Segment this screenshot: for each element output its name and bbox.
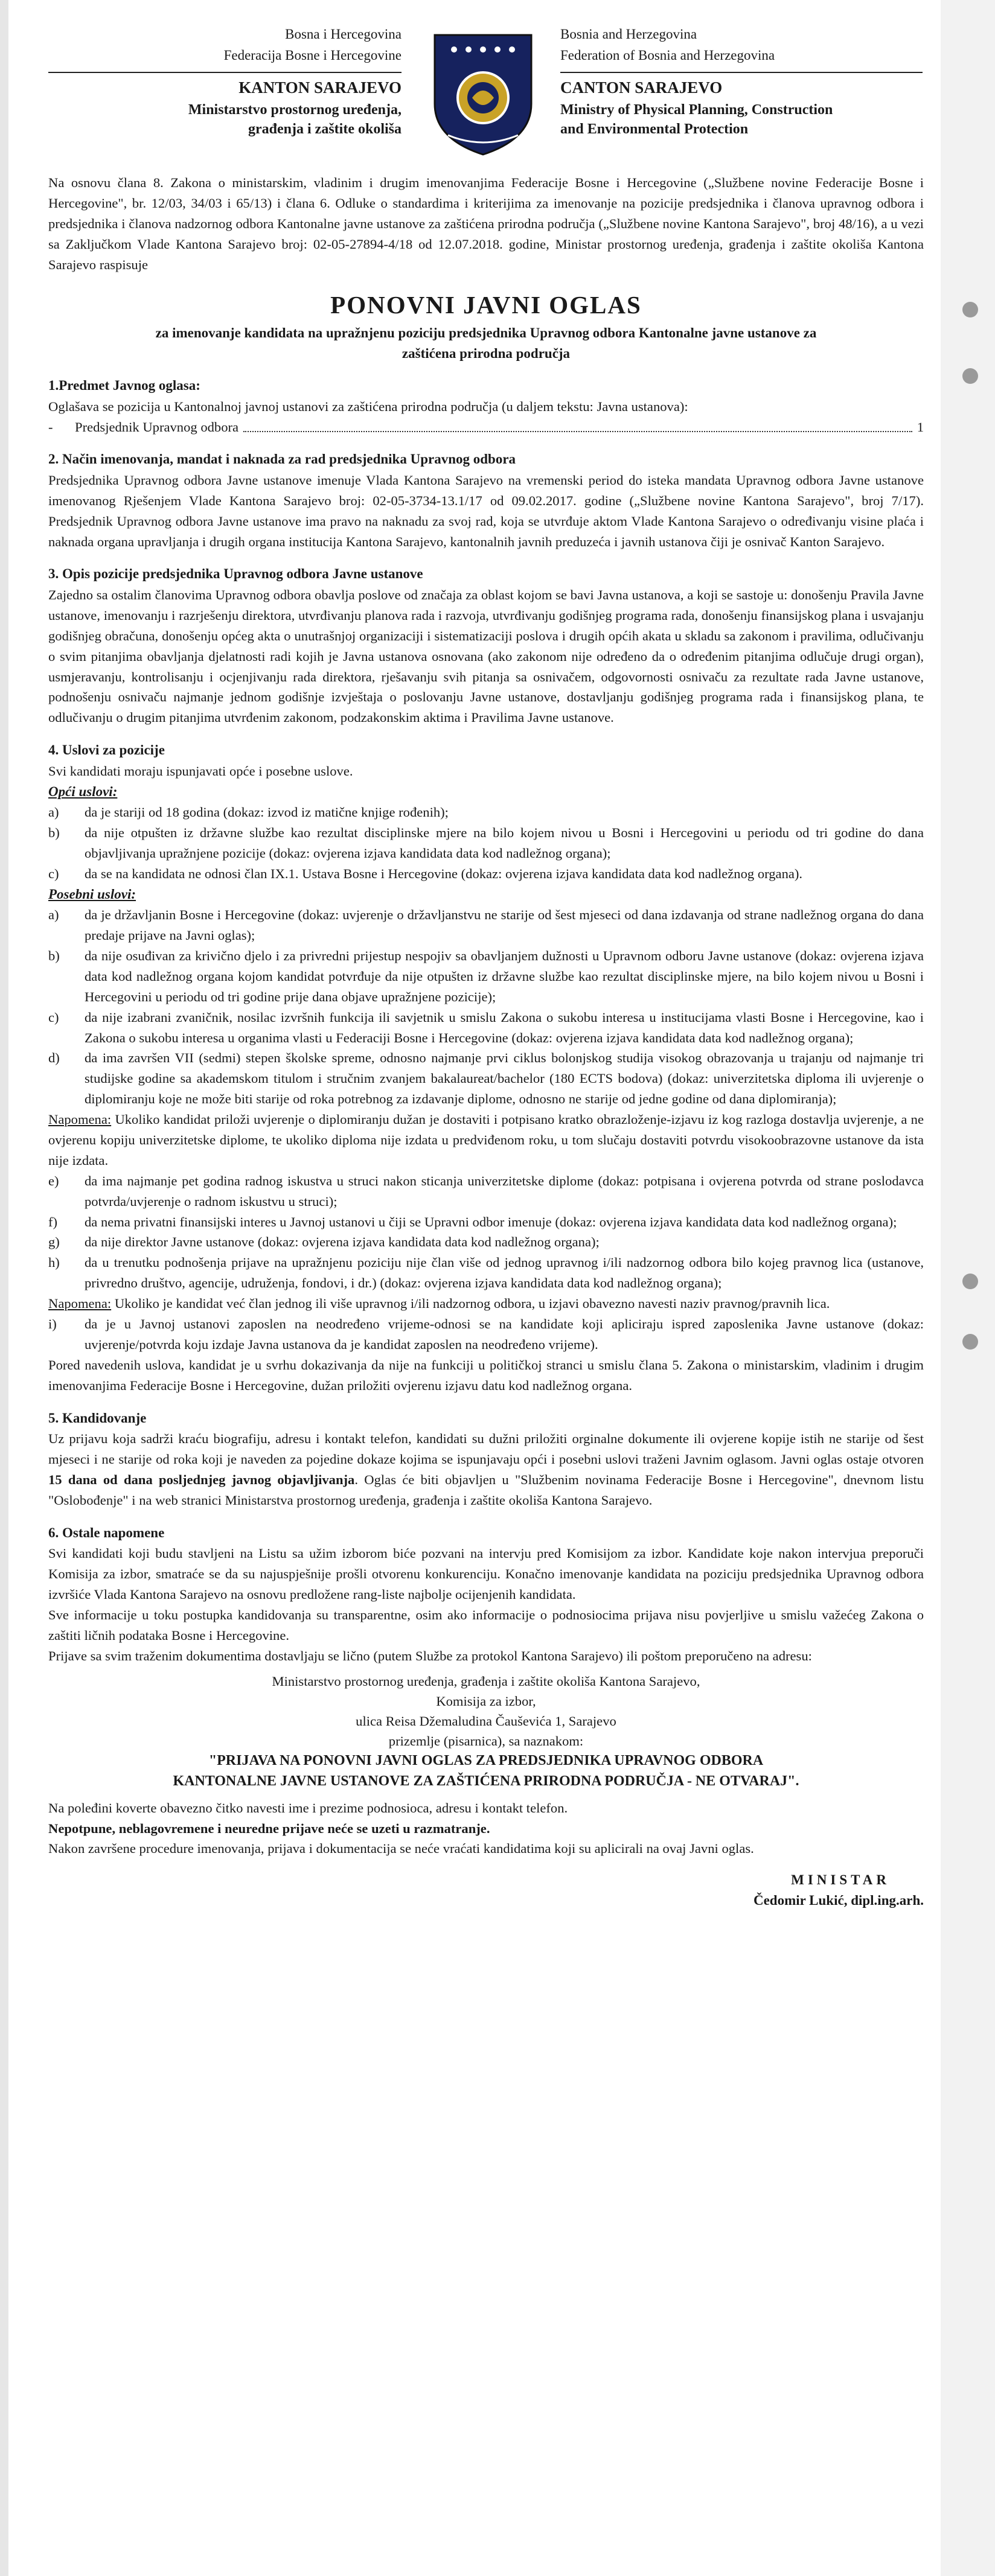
punch-hole-mark — [962, 1334, 978, 1350]
federation-name-en: Federation of Bosnia and Herzegovina — [560, 47, 775, 63]
list-dash: - — [48, 419, 53, 435]
signature-block — [48, 1870, 924, 1910]
notes-paragraph: Na poleđini koverte obavezno čitko navesti ime i prezime podnosioca, adresu i kontakt telefon. — [48, 1800, 568, 1816]
candidacy-text-cont: . Oglas će biti objavljen u "Službenim novinama Federacije Bosne i Hercegovine", dnevnom listu "Oslobođenje" i na web stranici Ministarstva prostornog uređenja, građenja i zaštite okoliša Kantona Sarajevo. — [48, 1471, 924, 1508]
notes-warning: Nepotpune, neblagovremene i neuredne prijave neće se uzeti u razmatranje. — [48, 1820, 490, 1836]
item-label: f) — [48, 1214, 58, 1229]
conditions-closing: Pored navedenih uslova, kandidat je u svrhu dokazivanja da nije na funkciji u političkoj stranci u smislu člana 5. Zakona o ministarskim, vladinim i drugim imenovanjima Federacije Bosne i Hercegovine, dužan priložiti ovjerenu izjavu datu kod nadležnog organa. — [48, 1357, 924, 1393]
item-label: b) — [48, 948, 60, 963]
ministry-name-en-cont: and Environmental Protection — [560, 121, 749, 137]
notes-paragraph: Nakon završene procedure imenovanja, prijava i dokumentacija se neće vraćati kandidatima koji su aplicirali na ovaj Javni oglas. — [48, 1841, 754, 1857]
item-text: da je u Javnoj ustanovi zaposlen na neodređeno vrijeme-odnosi se na kandidate koji apliciraju ispred zaposlenika Javne ustanove (dokaz: uvjerenje/potvrda koju izdaje Javna ustanova da je kandidat zaposlen na neodređeno vrijeme). — [85, 1316, 924, 1352]
notes-paragraph: Prijave sa svim traženim dokumentima dostavljaju se lično (putem Službe za protokol Kantona Sarajevo) ili poštom preporučeno na adresu: — [48, 1648, 812, 1663]
federation-name: Federacija Bosne i Hercegovine — [223, 47, 402, 63]
item-label: g) — [48, 1234, 60, 1250]
address-line: ulica Reisa Džemaludina Čauševića 1, Sarajevo — [356, 1713, 616, 1729]
item-label: d) — [48, 1050, 60, 1066]
condition-item — [48, 1212, 924, 1232]
ministry-name-cont: građenja i zaštite okoliša — [248, 121, 402, 137]
canton-name: KANTON SARAJEVO — [48, 72, 402, 100]
notes-paragraph: Svi kandidati koji budu stavljeni na Listu sa užim izborom biće pozvani na intervju pred Komisijom za izbor. Kandidate koje nakon intervjua preporuči Komisija za izbor, smatraće se da su najuspješnije prošli otvorenu konkurenciju. Konačno imenovanje kandidata na poziciju predsjednika Upravnog odbora izvršiće Vlada Kantona Sarajevo na osnovu predložene rang-liste najbolje ocijenjenih kandidata. — [48, 1546, 924, 1602]
item-label: c) — [48, 866, 59, 881]
note-paragraph — [48, 1293, 924, 1314]
address-line: Ministarstvo prostornog uređenja, građenja i zaštite okoliša Kantona Sarajevo, — [272, 1674, 700, 1689]
section-conditions — [48, 740, 924, 1395]
punch-hole-mark — [962, 368, 978, 384]
item-label: a) — [48, 805, 59, 820]
envelope-label-cont: KANTONALNE JAVNE USTANOVE ZA ZAŠTIĆENA PRIRODNA PODRUČJA - NE OTVARAJ". — [173, 1773, 799, 1790]
note-text: Ukoliko je kandidat već član jednog ili više upravnog i/ili nadzornog odbora, u izjavi obavezno navesti naziv pravnog/pravnih lica. — [114, 1296, 830, 1312]
condition-item — [48, 1007, 924, 1048]
condition-item — [48, 1171, 924, 1212]
item-label: h) — [48, 1255, 60, 1270]
item-label: c) — [48, 1009, 59, 1025]
condition-item — [48, 1314, 924, 1355]
canton-sarajevo-crest-icon — [430, 31, 536, 158]
section-heading: 3. Opis pozicije predsjednika Upravnog odbora Javne ustanove — [48, 566, 423, 582]
item-text: da je stariji od 18 godina (dokaz: izvod iz matične knjige rođenih); — [85, 805, 449, 820]
section-text — [48, 1429, 924, 1511]
section-heading: 5. Kandidovanje — [48, 1410, 147, 1426]
punch-hole-mark — [962, 1274, 978, 1289]
section-subject — [48, 375, 924, 437]
item-text: da u trenutku podnošenja prijave na upražnjenu poziciju nije član više od jednog upravnog i/ili nadzornog odbora bilo kojeg pravnog lica (ustanove, privredno društvo, agencije, udruženja, fondovi, i dr.) (dokaz: ovjerena izjava kandidata data kod nadležnog organa); — [85, 1255, 924, 1291]
item-label: i) — [48, 1316, 57, 1331]
section-text: Predsjednika Upravnog odbora Javne ustanove imenuje Vlada Kantona Sarajevo na vremenski period do isteka mandata Upravnog odbora Javne ustanove imenovanog Rješenjem Vlade Kantona Sarajevo broj: 02-05-3734-13.1/17 od 09.02.2017. godine („Službene novine Kantona Sarajevo", broj 7/17). Predsjednik Upravnog odbora Javne ustanove ima pravo na naknadu za svoj rad, koja se utvrđuje aktom Vlade Kantona Sarajevo o određivanju visine plaća i naknada organa upravljanja i drugih organa institucija Kantona Sarajevo, kantonalnih javnih preduzeća i javnih ustanova čiji je osnivač Kanton Sarajevo. — [48, 472, 924, 549]
announcement-title: PONOVNI JAVNI OGLAS — [330, 291, 642, 319]
condition-item — [48, 1048, 924, 1109]
item-text: da ima završen VII (sedmi) stepen školske spreme, odnosno najmanje prvi ciklus bolonjskog studija visokog obrazovanja u trajanju od najmanje tri studijske godine sa akademskom titulom i stručnim zvanjem bakalaureat/bachelor (180 ECTS bodova) (dokaz: univerzitetska diploma ili uvjerenje o diplomiranju koje ne može biti starije od roka potrebnog za izdavanje diplome, odnosno ne starije od jedne godine od dana diplomiranja); — [85, 1050, 924, 1107]
dot-leader — [243, 417, 912, 433]
position-row — [48, 417, 924, 438]
legal-basis-paragraph: Na osnovu člana 8. Zakona o ministarskim, vladinim i drugim imenovanjima Federacije Bosne i Hercegovine („Službene novine Federacije Bosne i Hercegovine", br. 12/03, 34/03 i 65/13) i člana 6. Odluke o standardima i kriterijima za imenovanje na pozicije predsjednika i članova upravnog odbora i predsjednika i članova nadzornog odbora Kantonalne javne ustanove za zaštićena prirodna područja („Službene novine Kantona Sarajevo", broj 48/16), a u vezi sa Zaključkom Vlade Kantona Sarajevo broj: 02-05-27894-4/18 od 12.07.2018. godine, Ministar prostornog uređenja, građenja i zaštite okoliša Kantona Sarajevo raspisuje — [48, 175, 924, 272]
note-label: Napomena: — [48, 1112, 112, 1127]
letterhead-right — [560, 24, 923, 139]
note-label: Napomena: — [48, 1296, 112, 1312]
section-heading: 4. Uslovi za pozicije — [48, 742, 165, 758]
announcement-subtitle: za imenovanje kandidata na upražnjenu poziciju predsjednika Upravnog odbora Kantonalne javne ustanove za zaštićena prirodna područja — [155, 325, 817, 361]
deadline-text: 15 dana od dana posljednjeg javnog objavljivanja — [48, 1471, 355, 1487]
section-text: Zajedno sa ostalim članovima Upravnog odbora obavlja poslove od značaja za oblast kojom se bavi Javna ustanova, a koji se sastoje u: donošenju Pravila Javne ustanove, imenovanju i razrješenju direktora, utvrđivanju planova rada i razvoja, utvrđivanju godišnjeg programa rada, donošenju finansijskog plana i usvajanju godišnjeg obračuna, donošenju općeg akta o unutrašnjoj organizaciji i sistematizaciji poslova i drugih općih akata u skladu sa zakonom i pravilima, odlučivanju o svim pitanjima obavljanja djelatnosti radi kojih je Javna ustanova osnovana (ako zakonom nije određeno da o određenim pitanjima odlučuje drugi organ), usmjeravanju, kontrolisanju i ocjenjivanju rada direktora, rješavanju svih pitanja sa osnivačem, odgovornosti osnivaču za rezultate rada Javne ustanove, podnošenju osnivaču najmanje jednom godišnje izvještaja o poslovanju Javne ustanove, dostavljanju godišnjeg programa rada i finansijskog plana, te odlučivanju o drugim pitanjima utvrđenim zakonom, podzakonskim aktima i Pravilima Javne ustanove. — [48, 587, 924, 725]
section-description — [48, 564, 924, 728]
section-appointment — [48, 449, 924, 552]
section-text: Svi kandidati moraju ispunjavati opće i posebne uslove. — [48, 763, 353, 779]
right-scan-margin — [941, 0, 995, 2576]
candidacy-text: Uz prijavu koja sadrži kraću biografiju, adresu i kontakt telefon, kandidati su dužni priložiti orginalne dokumente ili ovjerene kopije istih ne starije od šest mjeseci i ne starije od roka koji je naveden za pojedine dokaze kojima se ispunjavaju opći i posebni uslovi traženi Javnim oglasom. Javni oglas ostaje otvoren — [48, 1431, 924, 1467]
note-paragraph — [48, 1109, 924, 1171]
letterhead-left — [48, 24, 402, 139]
ministry-name-en: Ministry of Physical Planning, Construction — [560, 101, 833, 118]
condition-item — [48, 1232, 924, 1252]
position-count: 1 — [917, 419, 924, 435]
submission-address — [48, 1672, 924, 1791]
canton-name-en: CANTON SARAJEVO — [560, 72, 923, 100]
section-heading: 2. Način imenovanja, mandat i naknada za rad predsjednika Upravnog odbora — [48, 451, 516, 467]
note-text: Ukoliko kandidat priloži uvjerenje o diplomiranju dužan je dostaviti i potpisano kratko obrazloženje-izjavu iz kog razloga dostavlja uvjerenje, a ne ovjerenu kopiju univerzitetske diplome, te ukoliko diploma nije izdata u predviđenom roku, u tom slučaju dostaviti potvrdu visokoobrazovne ustanove da ista nije izdata. — [48, 1112, 924, 1168]
letterhead — [48, 24, 924, 169]
item-text: da nije otpušten iz državne službe kao rezultat disciplinske mjere na bilo kojem nivou u Bosni i Hercegovini u periodu od tri godine do dana objavljivanja upražnjene pozicije (dokaz: ovjerena izjava kandidata data kod nadležnog organa); — [85, 825, 924, 861]
section-heading: 1.Predmet Javnog oglasa: — [48, 378, 200, 394]
address-line: prizemlje (pisarnica), sa naznakom: — [388, 1733, 584, 1749]
envelope-label: "PRIJAVA NA PONOVNI JAVNI OGLAS ZA PREDSJEDNIKA UPRAVNOG ODBORA — [208, 1753, 764, 1769]
address-line: Komisija za izbor, — [436, 1694, 536, 1709]
position-name: Predsjednik Upravnog odbora — [75, 419, 239, 435]
condition-item — [48, 1252, 924, 1293]
item-text: da nema privatni finansijski interes u Javnoj ustanovi u čiji se Upravni odbor imenuje (dokaz: ovjerena izjava kandidata data kod nadležnog organa); — [85, 1214, 897, 1229]
country-name-en: Bosnia and Herzegovina — [560, 27, 697, 42]
condition-item — [48, 802, 924, 823]
section-other-notes — [48, 1523, 924, 1860]
item-text: da nije direktor Javne ustanove (dokaz: ovjerena izjava kandidata data kod nadležnog organa); — [85, 1234, 600, 1250]
signatory-role: MINISTAR — [791, 1872, 890, 1888]
item-label: b) — [48, 825, 60, 840]
item-text: da nije izabrani zvaničnik, nosilac izvršnih funkcija ili savjetnik u smislu Zakona o sukobu interesa u institucijama vlasti Bosne i Hercegovine, kao i Zakona o sukobu interesa u organima vlasti u Federaciji Bosne i Hercegovine (dokaz: ovjerena izjava kandidata data kod nadležnog organa); — [85, 1009, 924, 1045]
condition-item — [48, 823, 924, 864]
notes-paragraph: Sve informacije u toku postupka kandidovanja su transparentne, osim ako informacije o podnosiocima prijava nisu povjerljive u smislu važećeg Zakona o zaštiti ličnih podataka Bosne i Hercegovine. — [48, 1607, 924, 1643]
special-conditions-heading: Posebni uslovi: — [48, 886, 136, 902]
item-label: a) — [48, 907, 59, 923]
item-text: da se na kandidata ne odnosi član IX.1. Ustava Bosne i Hercegovine (dokaz: ovjerena izjava kandidata data kod nadležnog organa). — [85, 866, 803, 881]
item-label: e) — [48, 1173, 59, 1188]
condition-item — [48, 905, 924, 946]
ministry-name: Ministarstvo prostornog uređenja, — [188, 101, 402, 118]
country-name: Bosna i Hercegovina — [285, 27, 402, 42]
item-text: da nije osuđivan za krivično djelo i za privredni prijestup nespojiv sa obavljanjem dužnosti u Upravnom odboru Javne ustanove (dokaz: ovjerena izjava data kod nadležnog organa kojom kandidat potvrđuje da nije otpušten iz državne službe kao rezultat disciplinske mjere, na bilo kojem nivou u Bosni i Hercegovini u periodu od tri godine prije dana objave upražnjene pozicije); — [85, 948, 924, 1004]
item-text: da ima najmanje pet godina radnog iskustva u struci nakon sticanja univerzitetske diplome (dokaz: potpisana i ovjerena potvrda od strane poslodavca potvrda/uvjerenje o radnom iskustvu u struci); — [85, 1173, 924, 1209]
section-heading: 6. Ostale napomene — [48, 1525, 165, 1540]
section-text: Oglašava se pozicija u Kantonalnoj javnoj ustanovi za zaštićena prirodna područja (u daljem tekstu: Javna ustanova): — [48, 398, 688, 414]
left-scan-margin — [0, 0, 8, 2576]
item-text: da je državljanin Bosne i Hercegovine (dokaz: uvjerenje o državljanstvu ne starije od šest mjeseci od dana izdavanja od strane nadležnog organa do dana predaje prijave na Javni oglas); — [85, 907, 924, 943]
announcement-document — [48, 24, 924, 1910]
condition-item — [48, 946, 924, 1007]
general-conditions-heading: Opći uslovi: — [48, 783, 118, 799]
condition-item — [48, 864, 924, 884]
signatory-name: Čedomir Lukić, dipl.ing.arh. — [753, 1892, 924, 1908]
punch-hole-mark — [962, 302, 978, 317]
section-candidacy — [48, 1408, 924, 1511]
